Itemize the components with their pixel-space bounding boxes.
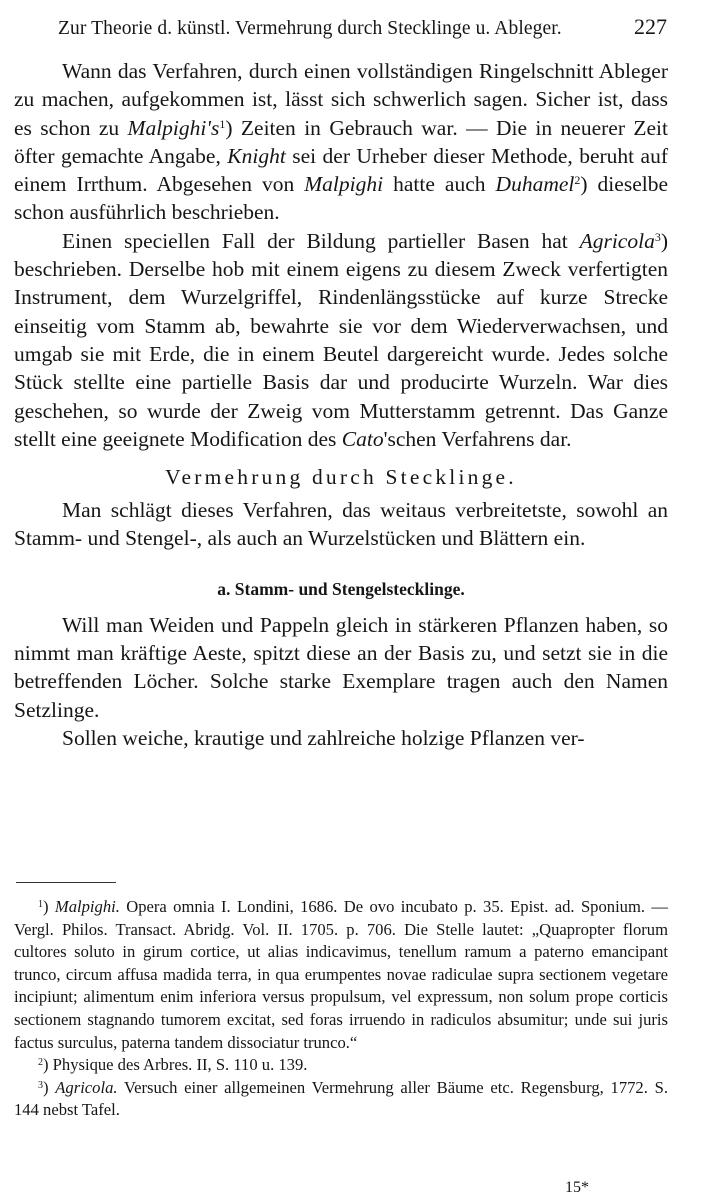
author-name: Duhamel [495, 172, 575, 197]
author-name: Malpighi's [127, 115, 220, 140]
running-title: Zur Theorie d. künstl. Vermehrung durch Stecklinge u. Ableger. [58, 18, 562, 39]
footnote-mark: 1 [38, 899, 43, 910]
footnote-text: Opera omnia I. Londini, 1686. De ovo incubato p. 35. Epist. ad. Sponium. — Vergl. Philos. Transact. Abridg. Vol. II. 1705. p. 706. Die Stelle lautet: „Quapropter florum cultores soluto in girum cortice, ut alias indicavimus, tenellum ramum a paterno emancipant trunco, circum affusa madida terra, in qua erumpentes novae radiculae supra sectionem vegetare incipiunt; alimentum enim inferiora versus propulsum, vel expressum, non solum prope corticis sectionem stagnando tumorem excitat, sed foras irruendo in radiculos absumitur; unde sui juris factus surculus, paterna tandem dissociatur trunco.“ [14, 897, 668, 1052]
author-name: Agricola. [55, 1077, 118, 1097]
paragraph-setzlinge: Will man Weiden und Pappeln gleich in stärkeren Pflanzen haben, so nimmt man kräftige Aeste, spitzt diese an der Basis zu, und setzt sie in die betreffenden Löcher. Solche starke Exemplare tragen auch den Namen Setzlinge. [14, 612, 668, 722]
page-number: 227 [634, 14, 667, 39]
footnote-text: ) Physique des Arbres. II, S. 110 u. 139. [43, 1055, 308, 1075]
text-run: sei der Urheber dieser Methode, beruht auf einem Irrthum. Abgesehen von [14, 143, 669, 197]
footnote-ref: 2 [574, 173, 581, 188]
paragraph-intro-stecklinge: Man schlägt dieses Verfahren, das weitaus verbreitetste, sowohl an Stamm- und Stengel-, als auch an Wurzelstücken und Blättern ein. [14, 498, 668, 551]
text-run: Wann das Verfahren, durch einen vollständigen Ringelschnitt Ableger zu machen, aufgekommen ist, lässt sich schwerlich sagen. Sicher ist, dass es schon zu [14, 59, 668, 140]
text-run: hatte auch [383, 172, 496, 197]
footnote-mark: 2 [38, 1057, 43, 1069]
author-name: Knight [227, 143, 286, 168]
footnote-divider [16, 882, 116, 883]
section-heading: Vermehrung durch Stecklinge. [165, 465, 517, 490]
footnote-1: $^1$) Malpighi. Opera omnia I. Londini, 1686. De ovo incubato p. 35. Epist. ad. Sponium. — Vergl. Philos. Transact. Abridg. Vol. II. 1705. p. 706. Die Stelle lautet: „Quapropter florum cultores soluto in girum cortice, ut alias indicavimus, tenellum ramum a paterno emancipant trunco, circum affusa madida terra, in qua erumpentes novae radiculae supra sectionem vegetare incipiunt; alimentum enim inferiora versus propulsum, vel expressum, non solum prope corticis sectionem stagnando tumorem excitat, sed foras irruendo in radiculos absumitur; unde sui juris factus surculus, paterna tandem dissociatur trunco.“ [14, 897, 668, 1052]
footnote-text: Versuch einer allgemeinen Vermehrung aller Bäume etc. Regensburg, 1772. S. 144 nebst Tafel. [14, 1077, 668, 1120]
footnote-mark: 3 [38, 1079, 43, 1091]
paragraph-continued: Sollen weiche, krautige und zahlreiche holzige Pflanzen ver- [62, 725, 585, 750]
subsection-heading: a. Stamm- und Stengelstecklinge. [217, 578, 465, 599]
author-name: Agricola [579, 228, 655, 253]
author-name: Malpighi [304, 172, 384, 197]
text-run: Einen speciellen Fall der Bildung partieller Basen hat [62, 228, 580, 253]
text-run: ) Zeiten in Gebrauch war. — Die in neuerer Zeit öfter gemachte Angabe, [14, 115, 668, 168]
text-run: 'schen Verfahrens dar. [383, 426, 572, 451]
author-name: Malpighi. [54, 897, 120, 916]
footnote-ref: 3 [654, 229, 661, 244]
paragraph-agricola [14, 227, 668, 453]
footnote-3: $^3$) Agricola. Versuch einer allgemeinen Vermehrung aller Bäume etc. Regensburg, 1772. S. 144 nebst Tafel. [14, 1077, 668, 1120]
text-run: ) dieselbe schon ausführlich beschrieben. [14, 172, 668, 225]
main-text [14, 57, 668, 752]
author-name: Cato [341, 426, 384, 451]
signature-mark: 15* [565, 1179, 589, 1196]
footnote-ref: 1 [219, 116, 226, 131]
footnote-2 [14, 1054, 668, 1077]
text-run: ) beschrieben. Derselbe hob mit einem eigens zu diesem Zweck verfertigten Instrument, dem Wurzelgriffel, Rindenlängsstücke auf kurze Strecke einseitig vom Stamm ab, bewahrte sie vor dem Wiederverwachsen, und umgab sie mit Erde, die in einem Beutel dargereicht wurde. Jedes solche Stück stellte eine partielle Basis dar und producirte Wurzeln. War dies geschehen, so wurde der Zweig vom Mutterstamm getrennt. Das Ganze stellt eine geeignete Modification des [14, 228, 668, 451]
paragraph-ringelschnitt [14, 57, 668, 227]
running-header [58, 14, 667, 46]
footnotes [14, 896, 668, 1122]
